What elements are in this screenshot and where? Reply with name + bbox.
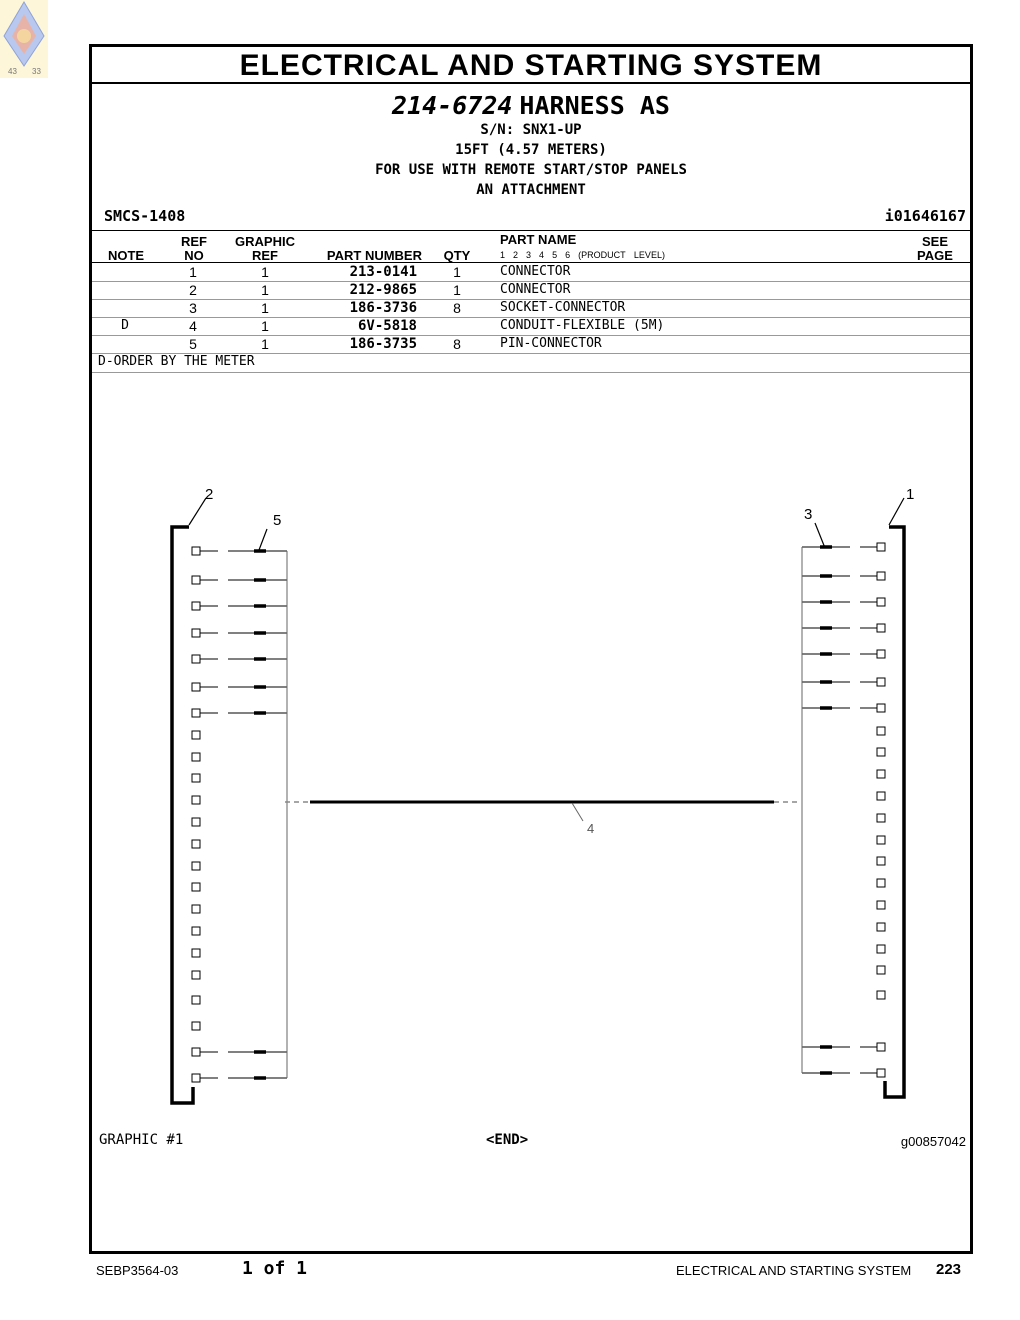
cavity-square	[192, 905, 200, 913]
header-note: NOTE	[107, 248, 145, 263]
cavity-square	[192, 862, 200, 870]
callout-5: 5	[273, 512, 282, 529]
callout-4-leader	[572, 803, 583, 821]
row-qty: 1	[453, 282, 461, 298]
cavity-square	[877, 945, 885, 953]
table-footnote: D-ORDER BY THE METER	[98, 354, 255, 369]
callout-2: 2	[205, 486, 214, 503]
row-part-name: PIN-CONNECTOR	[500, 336, 602, 351]
cavity-square	[877, 598, 885, 606]
header-see-page-2: PAGE	[917, 248, 953, 263]
cavity-square	[877, 704, 885, 712]
row-part-name: CONDUIT-FLEXIBLE (5M)	[500, 318, 665, 333]
callout-3: 3	[804, 506, 813, 523]
header-part-number: PART NUMBER	[326, 248, 422, 263]
row-part-number[interactable]: 213-0141	[349, 264, 417, 280]
footer-page-of: 1 of 1	[242, 1258, 308, 1279]
callout-1: 1	[906, 486, 915, 503]
footer-page-number: 223	[936, 1261, 962, 1278]
parts-page-frame	[89, 44, 973, 1254]
cavity-square	[877, 1069, 885, 1077]
right-connector-housing	[885, 527, 904, 1097]
cavity-square	[877, 650, 885, 658]
header-graphic-ref-2: REF	[252, 248, 278, 263]
row-graphic-ref: 1	[261, 318, 269, 334]
row-part-number[interactable]: 186-3735	[349, 336, 417, 352]
product-level-6: 6	[565, 250, 571, 260]
row-part-name: CONNECTOR	[500, 282, 571, 297]
cavity-square	[192, 602, 200, 610]
cavity-square	[192, 576, 200, 584]
attachment-note: AN ATTACHMENT	[476, 182, 586, 198]
cavity-square	[192, 753, 200, 761]
row-ref-no: 4	[189, 318, 197, 334]
cavity-square	[877, 857, 885, 865]
cavity-square	[877, 814, 885, 822]
callout-5-leader	[259, 529, 267, 550]
row-qty: 8	[453, 300, 461, 316]
left-connector-housing	[172, 527, 193, 1103]
row-part-number[interactable]: 6V-5818	[357, 318, 417, 334]
row-part-number[interactable]: 212-9865	[349, 282, 417, 298]
callout-3-leader	[815, 523, 825, 548]
cavity-square	[192, 971, 200, 979]
cavity-square	[877, 792, 885, 800]
callout-1-leader	[889, 498, 904, 525]
cavity-square	[877, 836, 885, 844]
cavity-square	[877, 543, 885, 551]
row-graphic-ref: 1	[261, 336, 269, 352]
cavity-square	[877, 770, 885, 778]
right-connector	[802, 527, 904, 1097]
cavity-square	[877, 901, 885, 909]
cavity-square	[192, 1048, 200, 1056]
cavity-square	[192, 709, 200, 717]
product-level-4: 4	[539, 250, 545, 260]
product-level-3: 3	[526, 250, 532, 260]
section-title: ELECTRICAL AND STARTING SYSTEM	[92, 47, 970, 84]
cavity-square	[192, 629, 200, 637]
cavity-square	[192, 949, 200, 957]
cavity-square	[877, 748, 885, 756]
row-ref-no: 3	[189, 300, 197, 316]
cavity-square	[877, 991, 885, 999]
row-qty: 8	[453, 336, 461, 352]
cavity-square	[877, 624, 885, 632]
graphic-label: GRAPHIC #1	[99, 1132, 184, 1148]
part-name-title: HARNESS AS	[519, 91, 670, 120]
footer-doc-number: SEBP3564-03	[96, 1263, 179, 1278]
row-ref-no: 2	[189, 282, 197, 298]
cavity-square	[877, 923, 885, 931]
cavity-square	[192, 818, 200, 826]
footer-section-name: ELECTRICAL AND STARTING SYSTEM	[676, 1263, 912, 1278]
row-graphic-ref: 1	[261, 282, 269, 298]
cavity-square	[192, 731, 200, 739]
product-level-2: 2	[513, 250, 519, 260]
cavity-square	[192, 1022, 200, 1030]
row-part-number[interactable]: 186-3736	[349, 300, 417, 316]
cavity-square	[877, 1043, 885, 1051]
graphic-id: g00857042	[900, 1134, 966, 1149]
row-part-name: SOCKET-CONNECTOR	[500, 300, 626, 315]
cat-manual-logo-icon	[0, 0, 48, 78]
row-graphic-ref: 1	[261, 300, 269, 316]
product-level-label: (PRODUCT LEVEL)	[578, 250, 665, 260]
left-connector	[172, 527, 287, 1103]
cavity-square	[877, 966, 885, 974]
harness-length: 15FT (4.57 METERS)	[455, 142, 607, 158]
header-ref-1: REF	[181, 234, 207, 249]
callout-4: 4	[587, 821, 595, 836]
cavity-square	[192, 996, 200, 1004]
header-qty: QTY	[443, 248, 471, 263]
cavity-square	[192, 927, 200, 935]
row-qty: 1	[453, 264, 461, 280]
harness-diagram	[92, 47, 970, 1251]
smcs-code: SMCS-1408	[104, 207, 186, 225]
cavity-square	[192, 547, 200, 555]
cavity-square	[192, 1074, 200, 1082]
cavity-square	[192, 883, 200, 891]
cavity-square	[192, 840, 200, 848]
row-graphic-ref: 1	[261, 264, 269, 280]
row-part-name: CONNECTOR	[500, 264, 571, 279]
cavity-square	[192, 796, 200, 804]
header-see-page-1: SEE	[921, 234, 948, 249]
cavity-square	[877, 572, 885, 580]
row-ref-no: 1	[189, 264, 197, 280]
end-marker: <END>	[486, 1132, 529, 1148]
logo-left-number: 43	[8, 67, 17, 76]
cavity-square	[877, 727, 885, 735]
product-level-1: 1	[500, 250, 506, 260]
cavity-square	[192, 683, 200, 691]
product-level-5: 5	[552, 250, 558, 260]
header-ref-2: NO	[184, 248, 204, 263]
header-graphic-ref-1: GRAPHIC	[235, 234, 295, 249]
callout-2-leader	[189, 498, 206, 525]
usage-note: FOR USE WITH REMOTE START/STOP PANELS	[375, 162, 687, 178]
row-ref-no: 5	[189, 336, 197, 352]
logo-right-number: 33	[32, 67, 41, 76]
row-note: D	[121, 318, 129, 333]
part-number-title: 214-6724	[392, 91, 513, 120]
cavity-square	[192, 774, 200, 782]
header-part-name: PART NAME	[500, 232, 577, 247]
cavity-square	[192, 655, 200, 663]
serial-number: S/N: SNX1-UP	[480, 122, 582, 138]
cavity-square	[877, 678, 885, 686]
cavity-square	[877, 879, 885, 887]
illustration-id: i01646167	[884, 207, 966, 225]
